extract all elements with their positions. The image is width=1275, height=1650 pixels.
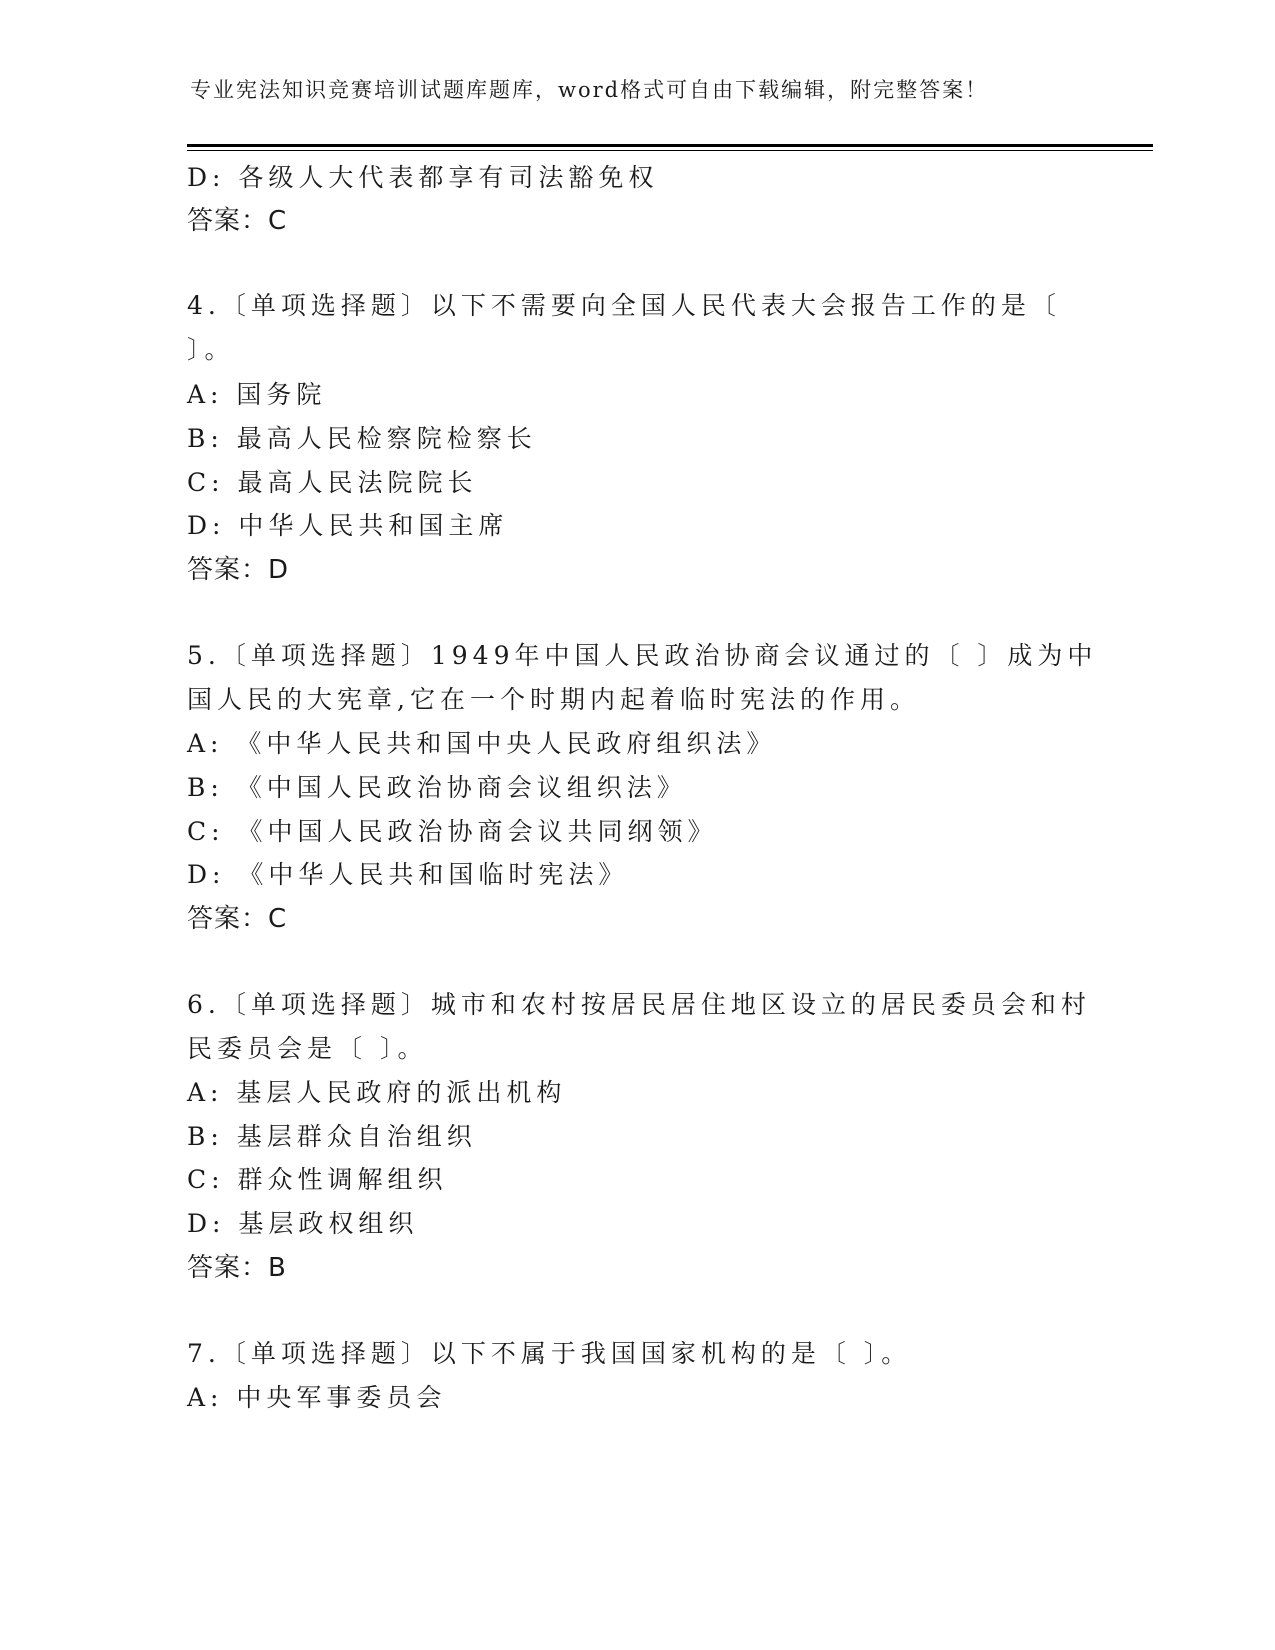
q6-option-c: C: 群众性调解组织 [187,1165,448,1194]
q6-option-d: D: 基层政权组织 [187,1209,419,1238]
q5-option-d: D: 《中华人民共和国临时宪法》 [187,860,629,889]
q6-answer: 答案：B [187,1253,287,1283]
q6-option-b: B: 基层群众自治组织 [187,1122,477,1151]
q4-option-d: D: 中华人民共和国主席 [187,511,509,540]
q6-stem-line-2: 民委员会是〔 〕。 [187,1034,428,1063]
q3-answer: 答案：C [187,206,288,236]
header-rule-thin [187,150,1153,151]
q5-option-a: A: 《中华人民共和国中央人民政府组织法》 [187,729,777,758]
q5-stem-line-1: 5.〔单项选择题〕1949年中国人民政治协商会议通过的〔 〕成为中 [187,641,1098,670]
q4-stem-line-1: 4.〔单项选择题〕以下不需要向全国人民代表大会报告工作的是〔 [187,291,1061,320]
page-header: 专业宪法知识竞赛培训试题库题库，word格式可自由下载编辑，附完整答案！ [190,78,989,102]
q4-answer: 答案：D [187,555,290,585]
q4-option-c: C: 最高人民法院院长 [187,468,478,497]
header-rule-thick [187,144,1153,147]
q5-answer: 答案：C [187,904,288,934]
q4-option-a: A: 国务院 [187,380,327,409]
q5-stem-line-2: 国人民的大宪章,它在一个时期内起着临时宪法的作用。 [187,685,920,714]
q6-option-a: A: 基层人民政府的派出机构 [187,1078,567,1107]
q5-option-b: B: 《中国人民政治协商会议组织法》 [187,773,687,802]
q7-stem-line-1: 7.〔单项选择题〕以下不属于我国国家机构的是〔 〕。 [187,1339,912,1368]
q6-stem-line-1: 6.〔单项选择题〕城市和农村按居民居住地区设立的居民委员会和村 [187,990,1091,1019]
q5-option-c: C: 《中国人民政治协商会议共同纲领》 [187,817,718,846]
q4-stem-line-2: 〕。 [187,335,235,364]
q4-option-b: B: 最高人民检察院检察长 [187,424,537,453]
q7-option-a: A: 中央军事委员会 [187,1383,447,1412]
q3-option-d: D: 各级人大代表都享有司法豁免权 [187,163,659,192]
